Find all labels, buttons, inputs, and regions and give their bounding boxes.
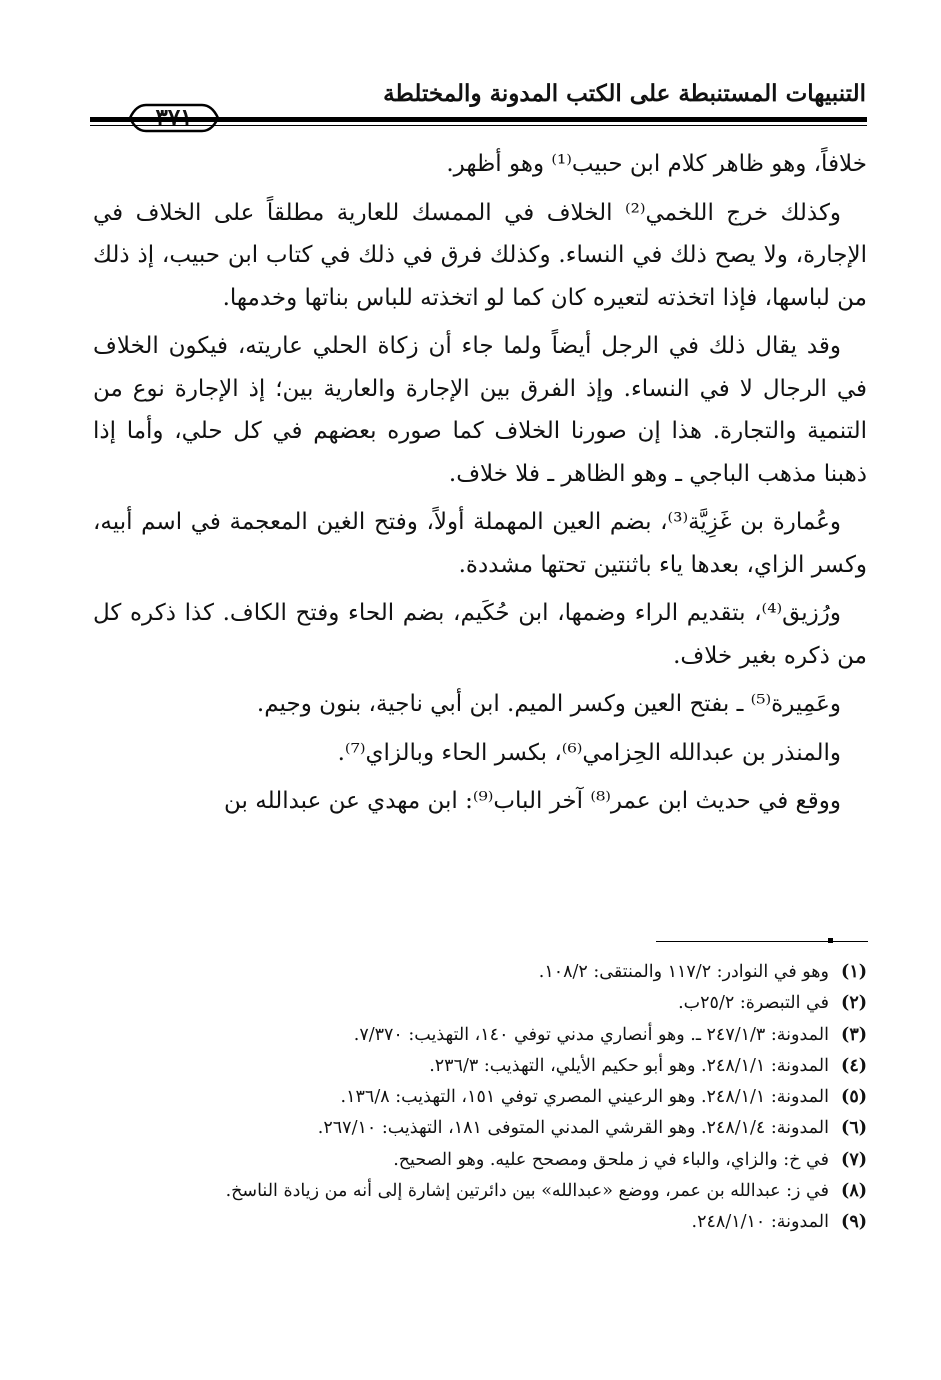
header-rule-thick — [90, 117, 867, 122]
paragraph: وعُمارة بن غَزِيَّة⁽³⁾، بضم العين المهملة أولاً، وفتح الغين المعجمة في اسم أبيه، وكسر الزاي، بعدها ياء باثنتين تحتها مشددة. — [93, 509, 867, 578]
footnote-text: المدونة: ٢٤٨/١/١. وهو الرعيني المصري توفي ١٥١، التهذيب: ١٣٦/٨. — [340, 1087, 829, 1108]
footnote-item — [67, 988, 867, 1019]
paragraph: والمنذر بن عبدالله الحِزامي⁽⁶⁾، بكسر الحاء وبالزاي⁽⁷⁾. — [337, 739, 841, 766]
footnote-text: في خ: والزاي، والباء في ز ملحق ومصحح عليه. وهو الصحيح. — [393, 1149, 829, 1170]
footnote-number: (٩) — [841, 1212, 867, 1233]
footnote-text: المدونة: ٢٤٨/١/١. وهو أبو حكيم الأيلي، التهذيب: ٢٣٦/٣. — [429, 1055, 829, 1076]
footnote-separator-dot — [828, 938, 833, 943]
footnote-number: (٧) — [841, 1149, 867, 1170]
paragraph: خلافاً، وهو ظاهر كلام ابن حبيب⁽¹⁾ وهو أظهر. — [446, 151, 867, 177]
footnote-item — [67, 1082, 867, 1113]
footnote-number: (٤) — [841, 1055, 867, 1076]
footnotes — [67, 957, 867, 1239]
footnote-text: وهو في النوادر: ١١٧/٢ والمنتقى: ١٠٨/٢. — [538, 962, 829, 982]
footnote-item — [67, 1145, 867, 1176]
footnote-number: (٨) — [841, 1181, 867, 1202]
footnote-text: المدونة: ٢٤٧/١/٣ ـ. وهو أنصاري مدني توفي ١٤٠، التهذيب: ٧/٣٧٠. — [353, 1024, 829, 1045]
footnote-number: (٢) — [841, 993, 867, 1014]
footnote-item — [67, 1176, 867, 1207]
running-title: التنبيهات المستنبطة على الكتب المدونة والمختلطة — [383, 80, 866, 107]
footnote-item — [67, 1113, 867, 1144]
paragraph: ووقع في حديث ابن عمر⁽⁸⁾ آخر الباب⁽⁹⁾: ابن مهدي عن عبدالله بن — [224, 788, 841, 814]
footnote-text: المدونة: ٢٤٨/١/٤. وهو القرشي المدني المتوفى ١٨١، التهذيب: ٢٦٧/١٠. — [317, 1118, 829, 1139]
header-rule-thin — [90, 125, 867, 126]
footnote-number: (١) — [841, 962, 867, 982]
footnote-number: (٥) — [841, 1087, 867, 1108]
footnote-separator — [656, 941, 868, 942]
paragraph: وعَمِيرة⁽⁵⁾ ـ بفتح العين وكسر الميم. ابن أبي ناجية، بنون وجيم. — [256, 691, 841, 717]
paragraph: وكذلك خرج اللخمي⁽²⁾ الخلاف في الممسك للعارية مطلقاً على الخلاف في الإجارة، ولا يصح ذلك في النساء. وكذلك فرق في ذلك في كتاب ابن حبيب، إذ ذلك من لباسها، فإذا اتخذته لتعيره كان كما لو اتخذته للباس بناتها وخدمها. — [93, 199, 867, 311]
footnote-item — [67, 957, 867, 988]
footnote-item — [67, 1207, 867, 1238]
footnote-item — [67, 1051, 867, 1082]
paragraph: ورُزيق⁽⁴⁾، بتقديم الراء وضمها، ابن حُكَيم، بضم الحاء وفتح الكاف. كذا ذكره كل من ذكره بغير خلاف. — [93, 600, 867, 669]
footnote-item — [67, 1020, 867, 1051]
footnote-number: (٣) — [841, 1024, 867, 1045]
footnote-text: في التبصرة: ٢٥/٢ب. — [678, 993, 829, 1014]
footnote-text: المدونة: ٢٤٨/١/١٠. — [691, 1212, 829, 1233]
paragraph: وقد يقال ذلك في الرجل أيضاً ولما جاء أن زكاة الحلي عاريته، فيكون الخلاف في الرجال لا في النساء. وإذ الفرق بين الإجارة والعارية بين؛ إذ الإجارة نوع من التنمية والتجارة. هذا إن صورنا الخلاف كما صوره بعضهم في كل حلي، وأما إذا ذهبنا مذهب الباجي ـ وهو الظاهر ـ فلا خلاف. — [93, 333, 867, 487]
footnote-number: (٦) — [841, 1118, 867, 1139]
footnote-text: في ز: عبدالله بن عمر، ووضع «عبدالله» بين دائرتين إشارة إلى أنه من زيادة الناسخ. — [225, 1181, 829, 1202]
main-text — [93, 143, 867, 829]
